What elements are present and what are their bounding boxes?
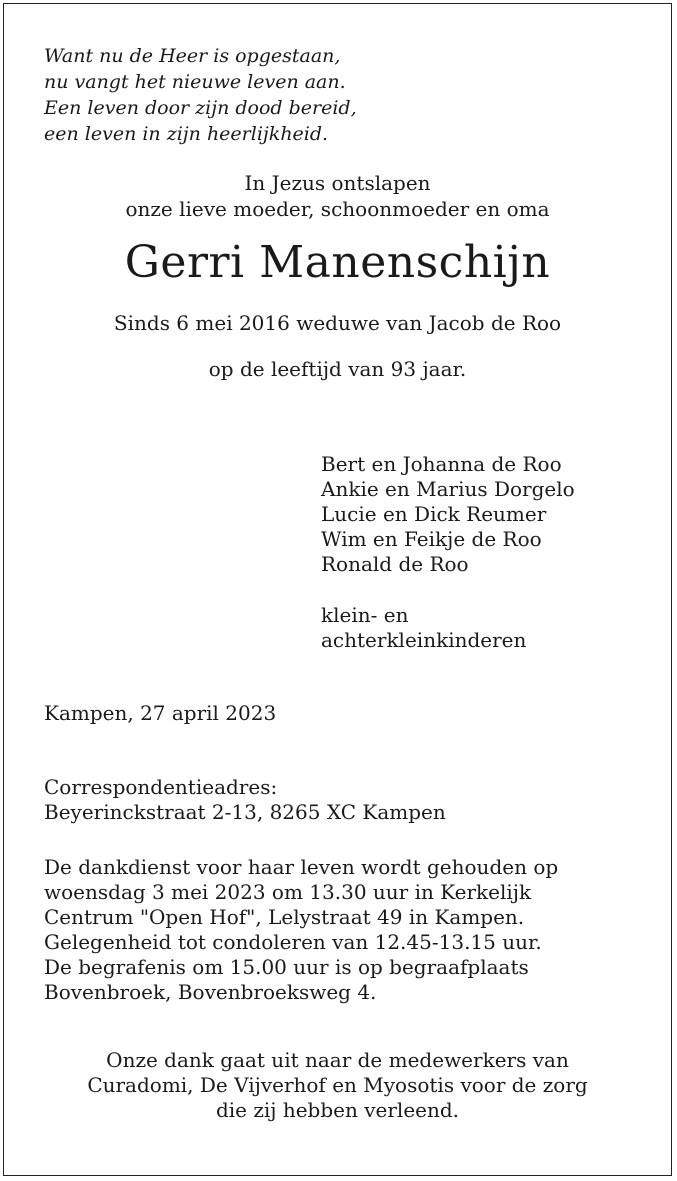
poem-line: nu vangt het nieuwe leven aan. <box>44 71 346 93</box>
family-member: Ronald de Roo <box>321 552 469 576</box>
service-line: De dankdienst voor haar leven wordt gehouden op <box>44 855 559 879</box>
service-line: woensdag 3 mei 2023 om 13.30 uur in Kerkelijk <box>44 880 532 904</box>
intro-line: onze lieve moeder, schoonmoeder en oma <box>125 197 550 221</box>
service-details <box>44 855 558 1005</box>
family-member: Bert en Johanna de Roo <box>321 452 562 476</box>
age-note: op de leeftijd van 93 jaar. <box>208 357 467 381</box>
service-line: De begrafenis om 15.00 uur is op begraafplaats <box>44 955 529 979</box>
correspondence-line: Beyerinckstraat 2-13, 8265 XC Kampen <box>44 800 446 824</box>
intro-line: In Jezus ontslapen <box>244 171 431 195</box>
correspondence-address <box>44 775 446 825</box>
family-member: Lucie en Dick Reumer <box>321 502 547 526</box>
family-member: Ankie en Marius Dorgelo <box>321 477 575 501</box>
place-date: Kampen, 27 april 2023 <box>44 701 277 725</box>
poem-line: Een leven door zijn dood bereid, <box>44 97 357 119</box>
family-list <box>321 452 575 577</box>
grandchildren-line: achterkleinkinderen <box>321 628 527 652</box>
poem-line: Want nu de Heer is opgestaan, <box>44 45 341 67</box>
deceased-name: Gerri Manenschijn <box>124 237 551 288</box>
service-line: Centrum "Open Hof", Lelystraat 49 in Kampen. <box>44 905 525 929</box>
family-member: Wim en Feikje de Roo <box>321 527 542 551</box>
thanks-line: Onze dank gaat uit naar de medewerkers van <box>106 1048 569 1072</box>
intro <box>3 170 672 222</box>
poem-line: een leven in zijn heerlijkheid. <box>44 123 329 145</box>
correspondence-line: Correspondentieadres: <box>44 775 278 799</box>
widow-note: Sinds 6 mei 2016 weduwe van Jacob de Roo <box>113 311 562 335</box>
service-line: Gelegenheid tot condoleren van 12.45-13.15 uur. <box>44 930 542 954</box>
grandchildren <box>321 603 526 653</box>
grandchildren-line: klein- en <box>321 603 409 627</box>
thanks-note <box>3 1048 672 1123</box>
thanks-line: Curadomi, De Vijverhof en Myosotis voor de zorg <box>87 1073 588 1097</box>
poem <box>44 43 357 147</box>
service-line: Bovenbroek, Bovenbroeksweg 4. <box>44 980 377 1004</box>
thanks-line: die zij hebben verleend. <box>215 1098 460 1122</box>
